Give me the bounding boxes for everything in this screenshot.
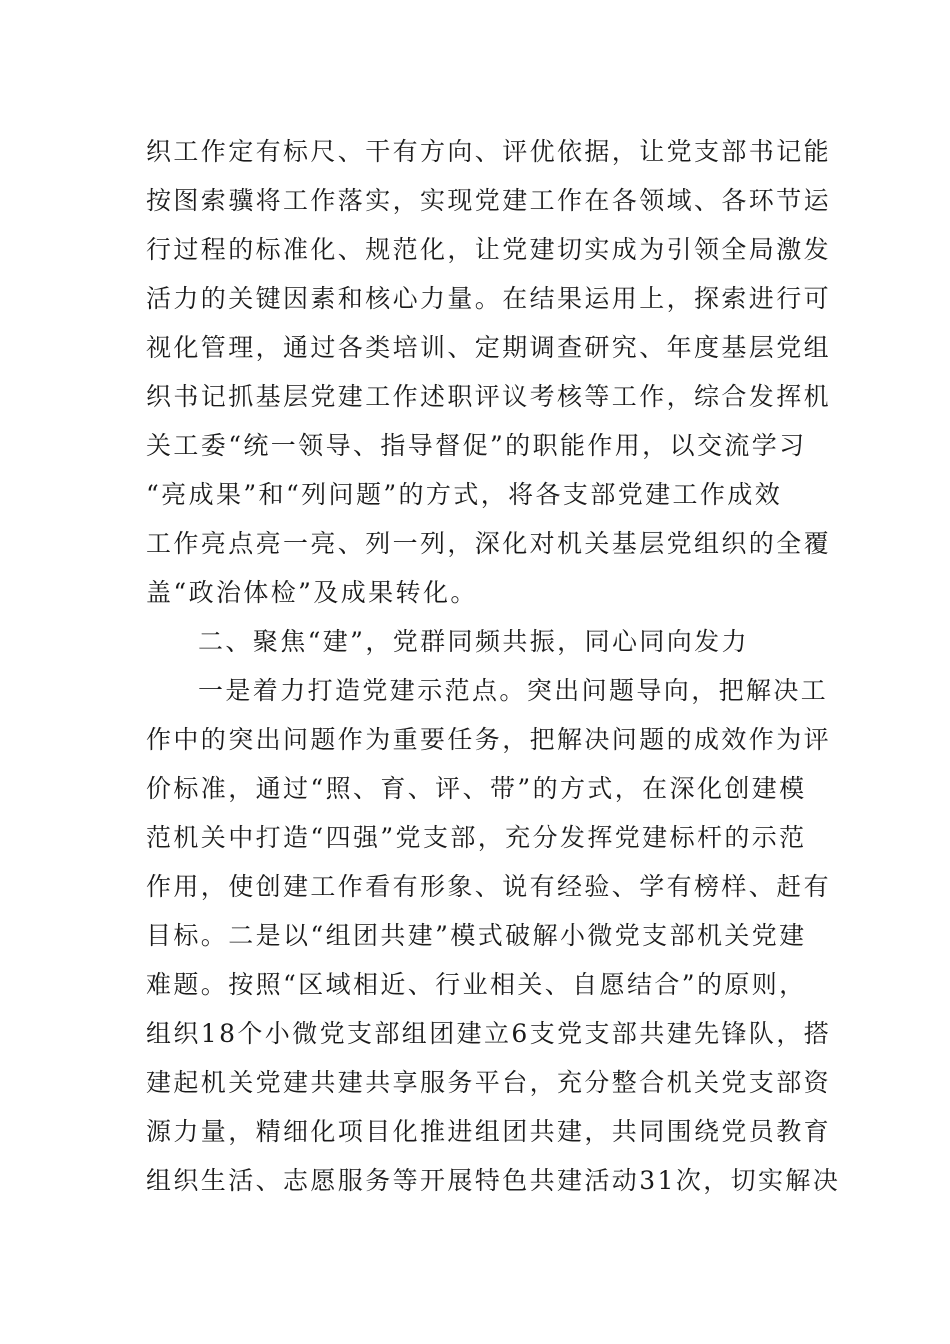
text-line: 组织生活、志愿服务等开展特色共建活动31次，切实解决 <box>146 1166 841 1195</box>
text-line: 按图索骥将工作落实，实现党建工作在各领域、各环节运 <box>146 186 832 215</box>
text-line: 工作亮点亮一亮、列一列，深化对机关基层党组织的全覆 <box>146 529 832 558</box>
text-line: 组织18个小微党支部组团建立6支党支部共建先锋队，搭 <box>146 1019 832 1048</box>
text-line: 作用，使创建工作看有形象、说有经验、学有榜样、赶有 <box>146 872 832 901</box>
text-line: “亮成果”和“列问题”的方式，将各支部党建工作成效 <box>146 480 783 509</box>
text-line: 价标准，通过“照、育、评、带”的方式，在深化创建模 <box>146 774 807 803</box>
text-line: 活力的关键因素和核心力量。在结果运用上，探索进行可 <box>146 284 832 313</box>
text-line: 目标。二是以“组团共建”模式破解小微党支部机关党建 <box>146 921 807 950</box>
text-line: 盖“政治体检”及成果转化。 <box>146 578 478 607</box>
text-line: 源力量，精细化项目化推进组团共建，共同围绕党员教育 <box>146 1117 832 1146</box>
text-line: 行过程的标准化、规范化，让党建切实成为引领全局激发 <box>146 235 832 264</box>
text-line: 范机关中打造“四强”党支部，充分发挥党建标杆的示范 <box>146 823 807 852</box>
text-line: 难题。按照“区域相近、行业相关、自愿结合”的原则， <box>146 970 807 999</box>
text-line: 建起机关党建共建共享服务平台，充分整合机关党支部资 <box>146 1068 832 1097</box>
text-line: 视化管理，通过各类培训、定期调查研究、年度基层党组 <box>146 333 832 362</box>
text-line: 作中的突出问题作为重要任务，把解决问题的成效作为评 <box>146 725 832 754</box>
text-line: 织书记抓基层党建工作述职评议考核等工作，综合发挥机 <box>146 382 832 411</box>
section-heading: 二、聚焦“建”，党群同频共振，同心同向发力 <box>198 627 749 656</box>
text-line: 关工委“统一领导、指导督促”的职能作用，以交流学习 <box>146 431 807 460</box>
text-line: 一是着力打造党建示范点。突出问题导向，把解决工 <box>198 676 829 705</box>
body-text <box>146 127 841 1205</box>
text-line: 织工作定有标尺、干有方向、评优依据，让党支部书记能 <box>146 137 832 166</box>
